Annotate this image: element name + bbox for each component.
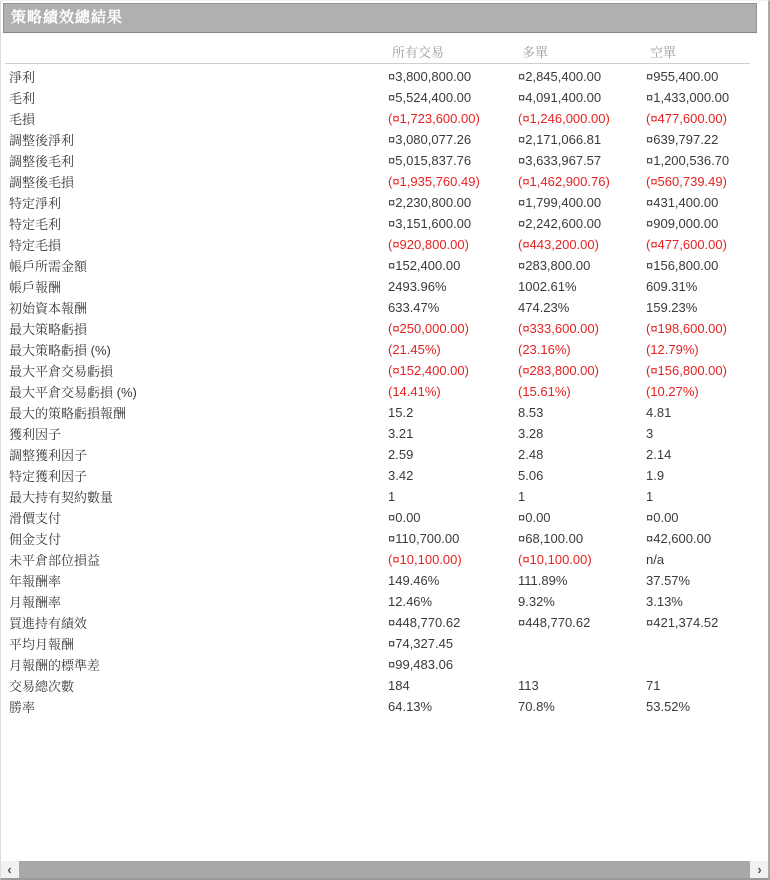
cell-value: (¤1,723,600.00) <box>388 111 480 126</box>
cell-value: ¤156,800.00 <box>646 258 719 273</box>
table-row <box>1 150 754 171</box>
cell-value: (¤1,246,000.00) <box>518 111 610 126</box>
row-label: 買進持有績效 <box>9 616 88 631</box>
cell-value: ¤5,015,837.76 <box>388 153 472 168</box>
row-label: 毛利 <box>9 91 36 106</box>
row-label: 最大策略虧損 <box>9 322 88 337</box>
table-row <box>1 549 754 570</box>
cell-value: (21.45%) <box>388 342 441 357</box>
row-label: 最大策略虧損 (%) <box>9 343 111 358</box>
cell-value: ¤152,400.00 <box>388 258 461 273</box>
cell-value: (¤477,600.00) <box>646 237 727 252</box>
table-row <box>1 213 754 234</box>
cell-value: (¤10,100.00) <box>388 552 462 567</box>
cell-value: (¤152,400.00) <box>388 363 469 378</box>
cell-value: 1.9 <box>646 468 665 483</box>
cell-value: (¤198,600.00) <box>646 321 727 336</box>
table-row <box>1 171 754 192</box>
cell-value: ¤283,800.00 <box>518 258 591 273</box>
cell-value: ¤99,483.06 <box>388 657 454 672</box>
cell-value: ¤3,800,800.00 <box>388 69 472 84</box>
cell-value: 9.32% <box>518 594 555 609</box>
cell-value: ¤2,242,600.00 <box>518 216 602 231</box>
cell-value: ¤2,845,400.00 <box>518 69 602 84</box>
cell-value: (¤283,800.00) <box>518 363 599 378</box>
cell-value: (¤156,800.00) <box>646 363 727 378</box>
cell-value: ¤448,770.62 <box>518 615 591 630</box>
table-row <box>1 612 754 633</box>
cell-value: 37.57% <box>646 573 691 588</box>
row-label: 特定毛損 <box>9 238 62 253</box>
cell-value: (¤443,200.00) <box>518 237 599 252</box>
row-label: 調整後毛利 <box>9 154 75 169</box>
cell-value: (¤250,000.00) <box>388 321 469 336</box>
cell-value: ¤3,080,077.26 <box>388 132 472 147</box>
cell-value: ¤0.00 <box>518 510 551 525</box>
row-label: 特定淨利 <box>9 196 62 211</box>
cell-value: ¤1,433,000.00 <box>646 90 730 105</box>
table-row <box>1 360 754 381</box>
cell-value: (23.16%) <box>518 342 571 357</box>
column-header-long: 多單 <box>522 44 549 60</box>
cell-value: 111.89% <box>518 573 568 588</box>
cell-value: ¤0.00 <box>646 510 679 525</box>
cell-value: 2493.96% <box>388 279 447 294</box>
table-row <box>1 633 754 654</box>
cell-value: 8.53 <box>518 405 544 420</box>
row-label: 特定毛利 <box>9 217 62 232</box>
table-row <box>1 486 754 507</box>
cell-value: 159.23% <box>646 300 698 315</box>
table-row <box>1 129 754 150</box>
cell-value: 2.48 <box>518 447 544 462</box>
cell-value: ¤448,770.62 <box>388 615 461 630</box>
column-header-all-trades: 所有交易 <box>392 44 445 60</box>
table-row <box>1 465 754 486</box>
cell-value: ¤4,091,400.00 <box>518 90 602 105</box>
cell-value: (¤1,462,900.76) <box>518 174 610 189</box>
row-label: 滑價支付 <box>9 511 62 526</box>
table-body <box>1 66 754 717</box>
cell-value: 1 <box>388 489 396 504</box>
table-row <box>1 444 754 465</box>
cell-value: 12.46% <box>388 594 433 609</box>
cell-value: ¤74,327.45 <box>388 636 454 651</box>
cell-value: 113 <box>518 678 539 693</box>
row-label: 毛損 <box>9 112 36 127</box>
column-header-short: 空單 <box>650 44 677 60</box>
panel-header <box>3 3 757 33</box>
row-label: 交易總次數 <box>9 679 75 694</box>
scrollbar-thumb[interactable] <box>19 861 750 878</box>
row-label: 獲利因子 <box>9 427 62 442</box>
row-label: 佣金支付 <box>9 532 62 547</box>
cell-value: (¤560,739.49) <box>646 174 727 189</box>
row-label: 帳戶報酬 <box>9 280 62 295</box>
cell-value: 4.81 <box>646 405 672 420</box>
cell-value: ¤5,524,400.00 <box>388 90 472 105</box>
cell-value: 5.06 <box>518 468 544 483</box>
cell-value: ¤421,374.52 <box>646 615 719 630</box>
cell-value: ¤2,171,066.81 <box>518 132 602 147</box>
row-label: 初始資本報酬 <box>9 301 88 316</box>
row-label: 帳戶所需金額 <box>9 259 88 274</box>
cell-value: ¤110,700.00 <box>388 531 460 546</box>
table-row <box>1 297 754 318</box>
cell-value: 53.52% <box>646 699 691 714</box>
cell-value: (¤1,935,760.49) <box>388 174 480 189</box>
cell-value: 2.59 <box>388 447 414 462</box>
row-label: 調整後淨利 <box>9 133 75 148</box>
cell-value: 70.8% <box>518 699 555 714</box>
cell-value: ¤909,000.00 <box>646 216 719 231</box>
cell-value: 3.42 <box>388 468 414 483</box>
cell-value: ¤1,200,536.70 <box>646 153 730 168</box>
panel-title: 策略績效總結果 <box>11 9 124 26</box>
table-row <box>1 507 754 528</box>
table-row <box>1 108 754 129</box>
table-row <box>1 591 754 612</box>
cell-value: 3.13% <box>646 594 683 609</box>
row-label: 淨利 <box>9 70 36 85</box>
row-label: 平均月報酬 <box>9 637 75 652</box>
table-row <box>1 339 754 360</box>
table-row <box>1 675 754 696</box>
row-label: 調整獲利因子 <box>9 448 88 463</box>
cell-value: ¤955,400.00 <box>646 69 719 84</box>
horizontal-scrollbar[interactable] <box>1 861 768 878</box>
cell-value: ¤0.00 <box>388 510 421 525</box>
row-label: 未平倉部位損益 <box>9 553 101 568</box>
table-row <box>1 381 754 402</box>
cell-value: 15.2 <box>388 405 414 420</box>
row-label: 最大的策略虧損報酬 <box>9 406 127 421</box>
row-label: 月報酬的標準差 <box>9 658 101 673</box>
table-row <box>1 528 754 549</box>
cell-value: ¤431,400.00 <box>646 195 719 210</box>
cell-value: ¤1,799,400.00 <box>518 195 602 210</box>
cell-value: (12.79%) <box>646 342 699 357</box>
cell-value: 64.13% <box>388 699 433 714</box>
cell-value: 1 <box>518 489 526 504</box>
row-label: 最大平倉交易虧損 <box>9 364 114 379</box>
cell-value: 149.46% <box>388 573 440 588</box>
cell-value: ¤68,100.00 <box>518 531 584 546</box>
cell-value: ¤639,797.22 <box>646 132 719 147</box>
cell-value: (14.41%) <box>388 384 441 399</box>
cell-value: (10.27%) <box>646 384 699 399</box>
cell-value: 1 <box>646 489 654 504</box>
cell-value: (15.61%) <box>518 384 571 399</box>
table-row <box>1 423 754 444</box>
cell-value: 3 <box>646 426 654 441</box>
table-row <box>1 87 754 108</box>
table-row <box>1 192 754 213</box>
row-label: 勝率 <box>9 700 36 715</box>
table-row <box>1 318 754 339</box>
table-row <box>1 66 754 87</box>
cell-value: 184 <box>388 678 410 693</box>
table-header-row <box>5 39 750 64</box>
cell-value: 474.23% <box>518 300 570 315</box>
scroll-left-button[interactable]: ‹ <box>1 861 18 878</box>
cell-value: ¤3,633,967.57 <box>518 153 602 168</box>
cell-value: ¤2,230,800.00 <box>388 195 472 210</box>
cell-value: ¤3,151,600.00 <box>388 216 472 231</box>
table-row <box>1 654 754 675</box>
row-label: 調整後毛損 <box>9 175 75 190</box>
cell-value: 609.31% <box>646 279 698 294</box>
row-label: 最大平倉交易虧損 (%) <box>9 385 137 400</box>
table-row <box>1 402 754 423</box>
scroll-right-button[interactable]: › <box>751 861 768 878</box>
cell-value: (¤477,600.00) <box>646 111 727 126</box>
table-row <box>1 234 754 255</box>
table-row <box>1 276 754 297</box>
table-row <box>1 570 754 591</box>
performance-table <box>1 39 754 717</box>
cell-value: (¤920,800.00) <box>388 237 469 252</box>
row-label: 最大持有契約數量 <box>9 490 114 505</box>
cell-value: (¤10,100.00) <box>518 552 592 567</box>
cell-value: n/a <box>646 552 665 567</box>
cell-value: 71 <box>646 678 661 693</box>
cell-value: 1002.61% <box>518 279 577 294</box>
cell-value: 3.21 <box>388 426 414 441</box>
table-row <box>1 255 754 276</box>
row-label: 特定獲利因子 <box>9 469 88 484</box>
cell-value: 2.14 <box>646 447 672 462</box>
cell-value: 3.28 <box>518 426 544 441</box>
row-label: 年報酬率 <box>9 574 62 589</box>
cell-value: (¤333,600.00) <box>518 321 599 336</box>
row-label: 月報酬率 <box>9 595 62 610</box>
cell-value: ¤42,600.00 <box>646 531 712 546</box>
table-row <box>1 696 754 717</box>
cell-value: 633.47% <box>388 300 440 315</box>
